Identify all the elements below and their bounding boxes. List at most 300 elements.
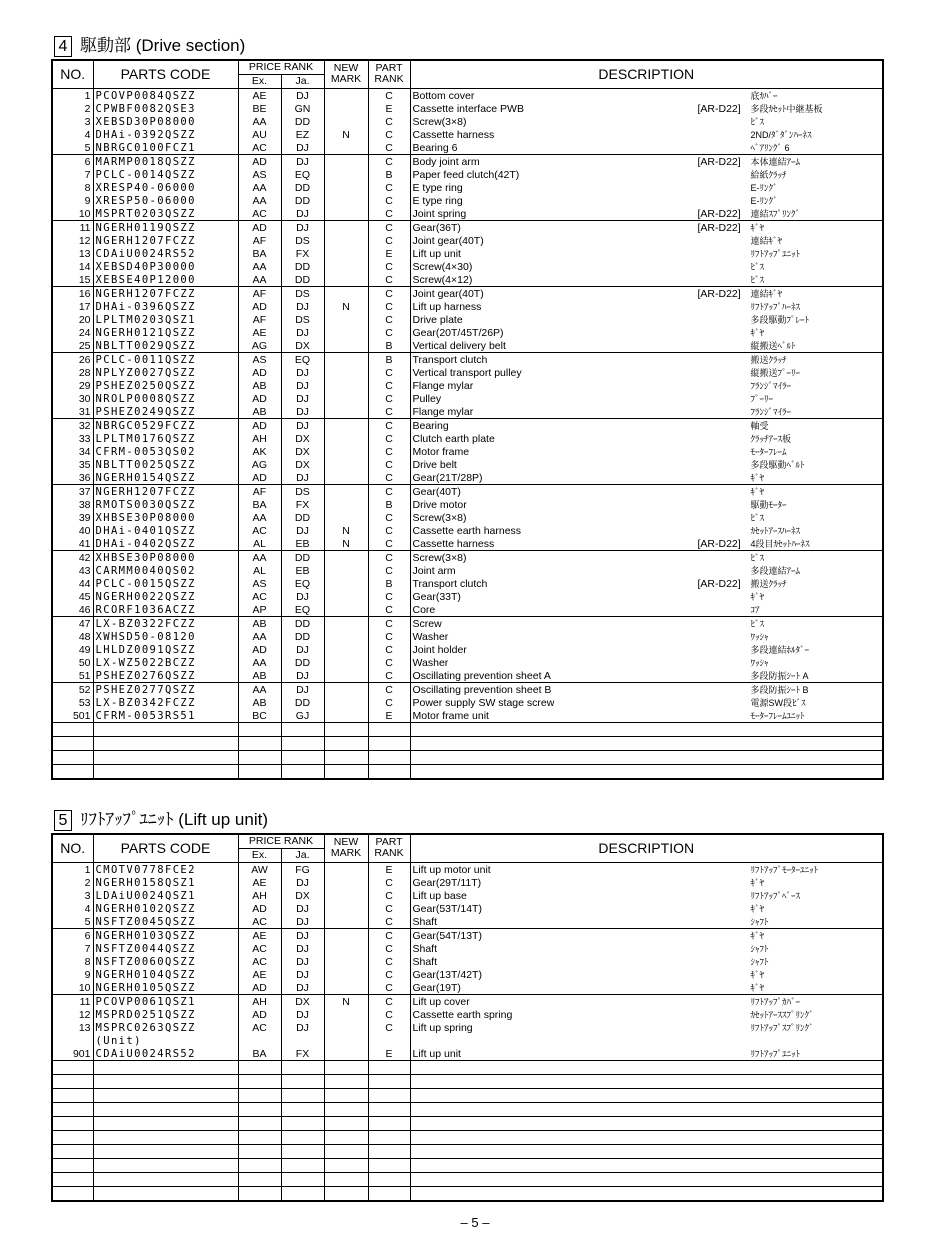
description-japanese: 底ｶﾊﾞｰ (750, 90, 778, 101)
blank-cell (281, 1130, 324, 1144)
description-english: Core (412, 603, 436, 616)
new-mark (324, 141, 368, 155)
new-mark (324, 1008, 368, 1021)
table-row (52, 669, 883, 683)
new-mark (324, 445, 368, 458)
description-english: Washer (412, 656, 449, 669)
price-rank-ex: AA (238, 682, 281, 696)
row-number: 29 (52, 379, 93, 392)
parts-code: XHBSE30P08000 (93, 550, 238, 564)
blank-cell (52, 1088, 93, 1102)
parts-code: NSFTZ0060QSZZ (93, 955, 238, 968)
description (410, 154, 883, 168)
new-mark (324, 889, 368, 902)
parts-code: CDAiU0024RS52 (93, 247, 238, 260)
table-row (52, 88, 883, 102)
description (410, 709, 883, 723)
table-row (52, 656, 883, 669)
description-english: Shaft (412, 915, 438, 928)
parts-code: NGERH0022QSZZ (93, 590, 238, 603)
new-mark (324, 942, 368, 955)
price-rank-ja: DJ (281, 392, 324, 405)
table-row (52, 445, 883, 458)
price-rank-ex: AA (238, 550, 281, 564)
part-rank: C (368, 590, 410, 603)
price-rank-ex: AL (238, 564, 281, 577)
blank-cell (281, 1060, 324, 1074)
parts-code: DHAi-0402QSZZ (93, 537, 238, 551)
part-rank: C (368, 471, 410, 485)
table-row (52, 915, 883, 929)
description (410, 207, 883, 221)
section-5-title (54, 810, 268, 831)
price-rank-ex: AC (238, 141, 281, 155)
row-number: 24 (52, 326, 93, 339)
new-mark (324, 88, 368, 102)
part-rank: C (368, 902, 410, 915)
parts-code: CFRM-0053QS02 (93, 445, 238, 458)
parts-code: NGERH0102QSZZ (93, 902, 238, 915)
lift-up-unit-rows (52, 862, 883, 1201)
blank-cell (93, 1074, 238, 1088)
blank-cell (281, 1074, 324, 1088)
table-row (52, 902, 883, 915)
parts-code: NGERH0105QSZZ (93, 981, 238, 995)
description (410, 181, 883, 194)
blank-cell (410, 750, 883, 764)
description-english: Joint gear(40T) (412, 234, 484, 247)
row-number: 3 (52, 115, 93, 128)
price-rank-ja: FX (281, 247, 324, 260)
blank-row (52, 1172, 883, 1186)
new-mark (324, 471, 368, 485)
table-row (52, 590, 883, 603)
description-english: Screw(4×30) (412, 260, 473, 273)
description-japanese: ﾘﾌﾄｱｯﾌﾟﾕﾆｯﾄ (750, 1048, 801, 1059)
parts-code: XHBSE30P08000 (93, 511, 238, 524)
price-rank-ex: AD (238, 902, 281, 915)
header-no: NO. (52, 60, 93, 88)
part-rank: B (368, 577, 410, 590)
blank-cell (52, 1172, 93, 1186)
price-rank-ex: BA (238, 247, 281, 260)
parts-code: NBRGC0529FCZZ (93, 418, 238, 432)
description-english: Drive plate (412, 313, 463, 326)
table-row (52, 862, 883, 876)
row-number: 35 (52, 458, 93, 471)
table-row (52, 564, 883, 577)
part-rank: C (368, 889, 410, 902)
header-ja: Ja. (281, 74, 324, 88)
description-english: Screw(3×8) (412, 511, 467, 524)
model-reference: [AR-D22] (697, 221, 741, 234)
price-rank-ex: AD (238, 471, 281, 485)
description (410, 942, 883, 955)
blank-row (52, 1102, 883, 1116)
price-rank-ja: DJ (281, 1008, 324, 1021)
parts-code: MSPRC0263QSZZ (93, 1021, 238, 1034)
row-number: 1 (52, 88, 93, 102)
part-rank: C (368, 928, 410, 942)
new-mark (324, 168, 368, 181)
price-rank-ex: AA (238, 115, 281, 128)
description (410, 194, 883, 207)
description-japanese: 連結ｽﾌﾟﾘﾝｸﾞ (750, 208, 801, 219)
blank-cell (238, 736, 281, 750)
price-rank-ja: EQ (281, 352, 324, 366)
price-rank-ex: AD (238, 154, 281, 168)
description (410, 968, 883, 981)
price-rank-ex (238, 1034, 281, 1047)
header-no: NO. (52, 834, 93, 862)
header-price-rank: PRICE RANK (238, 60, 324, 74)
part-rank: C (368, 550, 410, 564)
drive-section-parts-table (51, 59, 884, 780)
blank-cell (324, 1088, 368, 1102)
blank-cell (410, 1158, 883, 1172)
description-english: Cassette interface PWB (412, 102, 524, 115)
description-english: Paper feed clutch(42T) (412, 168, 520, 181)
section-5-number: 5 (54, 810, 72, 831)
parts-code: DHAi-0396QSZZ (93, 300, 238, 313)
blank-cell (93, 764, 238, 779)
price-rank-ja: DJ (281, 915, 324, 929)
parts-code: NROLP0008QSZZ (93, 392, 238, 405)
part-rank: C (368, 115, 410, 128)
parts-code: XWHSD50-08120 (93, 630, 238, 643)
blank-cell (324, 722, 368, 736)
part-rank: C (368, 392, 410, 405)
blank-cell (324, 1144, 368, 1158)
description-english: Joint spring (412, 207, 467, 220)
price-rank-ja: DD (281, 630, 324, 643)
row-number: 11 (52, 994, 93, 1008)
description (410, 550, 883, 564)
row-number: 45 (52, 590, 93, 603)
part-rank: C (368, 682, 410, 696)
part-rank: C (368, 220, 410, 234)
table-row (52, 194, 883, 207)
parts-code: PSHEZ0250QSZZ (93, 379, 238, 392)
table-row (52, 128, 883, 141)
table-row (52, 955, 883, 968)
description-japanese: 電源SW段ﾋﾞｽ (750, 697, 806, 708)
blank-cell (324, 1172, 368, 1186)
description (410, 339, 883, 353)
blank-cell (281, 1186, 324, 1201)
price-rank-ex: AC (238, 955, 281, 968)
price-rank-ja: DJ (281, 524, 324, 537)
blank-cell (238, 1130, 281, 1144)
blank-cell (410, 1144, 883, 1158)
blank-row (52, 1074, 883, 1088)
description (410, 656, 883, 669)
price-rank-ja: DD (281, 115, 324, 128)
blank-cell (281, 1172, 324, 1186)
row-number: 7 (52, 168, 93, 181)
part-rank: E (368, 102, 410, 115)
description-english: Vertical transport pulley (412, 366, 522, 379)
price-rank-ex: BE (238, 102, 281, 115)
description-japanese: 4段目ｶｾｯﾄﾊｰﾈｽ (750, 538, 810, 549)
price-rank-ex: AE (238, 88, 281, 102)
row-number: 52 (52, 682, 93, 696)
blank-cell (238, 1116, 281, 1130)
new-mark (324, 669, 368, 683)
header-ex: Ex. (238, 74, 281, 88)
new-mark (324, 273, 368, 287)
price-rank-ja: GJ (281, 709, 324, 723)
blank-cell (410, 1088, 883, 1102)
row-number: 28 (52, 366, 93, 379)
row-number: 15 (52, 273, 93, 287)
row-number: 42 (52, 550, 93, 564)
table-row (52, 471, 883, 485)
description (410, 524, 883, 537)
description-english: Pulley (412, 392, 442, 405)
price-rank-ja: DJ (281, 876, 324, 889)
blank-cell (410, 1074, 883, 1088)
parts-code: XEBSE40P12000 (93, 273, 238, 287)
blank-cell (368, 1116, 410, 1130)
description-japanese: ﾋﾞｽ (750, 512, 765, 523)
parts-code: MSPRT0203QSZZ (93, 207, 238, 221)
parts-code: LX-BZ0342FCZZ (93, 696, 238, 709)
row-number: 14 (52, 260, 93, 273)
price-rank-ex: AS (238, 352, 281, 366)
new-mark (324, 260, 368, 273)
new-mark (324, 102, 368, 115)
description (410, 432, 883, 445)
blank-cell (238, 764, 281, 779)
price-rank-ex: AD (238, 366, 281, 379)
description-japanese: 本体連結ｱｰﾑ (750, 156, 801, 167)
price-rank-ex: AA (238, 273, 281, 287)
blank-cell (93, 1102, 238, 1116)
description-english: Gear(29T/11T) (412, 876, 482, 889)
section-4-heading: 駆動部 (Drive section) (80, 36, 246, 55)
blank-row (52, 764, 883, 779)
description-english: Joint holder (412, 643, 467, 656)
new-mark (324, 379, 368, 392)
description (410, 955, 883, 968)
description (410, 564, 883, 577)
new-mark (324, 862, 368, 876)
description-japanese: ﾋﾞｽ (750, 261, 765, 272)
description (410, 928, 883, 942)
price-rank-ja: DX (281, 432, 324, 445)
description (410, 862, 883, 876)
price-rank-ja: EB (281, 537, 324, 551)
table-row (52, 366, 883, 379)
table-row (52, 168, 883, 181)
parts-code: NGERH0121QSZZ (93, 326, 238, 339)
blank-cell (52, 1144, 93, 1158)
description (410, 630, 883, 643)
part-rank: C (368, 915, 410, 929)
blank-cell (368, 1130, 410, 1144)
row-number: 9 (52, 968, 93, 981)
description (410, 1034, 883, 1047)
description (410, 577, 883, 590)
table-row (52, 630, 883, 643)
blank-cell (52, 1158, 93, 1172)
description-english: Cassette earth spring (412, 1008, 513, 1021)
part-rank: C (368, 260, 410, 273)
price-rank-ex: AH (238, 889, 281, 902)
part-rank: C (368, 630, 410, 643)
description-english: Bearing (412, 419, 449, 432)
part-rank: C (368, 405, 410, 419)
new-mark (324, 577, 368, 590)
price-rank-ex: AE (238, 928, 281, 942)
new-mark: N (324, 300, 368, 313)
table-row (52, 994, 883, 1008)
description-japanese: ｷﾞﾔ (750, 472, 765, 483)
table-row (52, 115, 883, 128)
new-mark (324, 339, 368, 353)
description-english: Cassette earth harness (412, 524, 522, 537)
part-rank: C (368, 286, 410, 300)
description-english: Gear(36T) (412, 221, 461, 234)
description-japanese: ﾌﾗﾝｼﾞﾏｲﾗｰ (750, 406, 792, 417)
price-rank-ja: DD (281, 260, 324, 273)
price-rank-ja: EQ (281, 168, 324, 181)
part-rank: C (368, 603, 410, 617)
part-rank: C (368, 181, 410, 194)
description-japanese: ｼｬﾌﾄ (750, 943, 769, 954)
row-number: 49 (52, 643, 93, 656)
table-row (52, 643, 883, 656)
parts-code: NPLYZ0027QSZZ (93, 366, 238, 379)
new-mark (324, 616, 368, 630)
part-rank: C (368, 669, 410, 683)
description-english: Screw(4×12) (412, 273, 473, 286)
blank-cell (410, 1172, 883, 1186)
blank-cell (410, 1186, 883, 1201)
part-rank: C (368, 656, 410, 669)
table-row (52, 709, 883, 723)
parts-code: NGERH1207FCZZ (93, 484, 238, 498)
description (410, 352, 883, 366)
table-row (52, 234, 883, 247)
row-number: 7 (52, 942, 93, 955)
table-row (52, 682, 883, 696)
parts-code: LX-BZ0322FCZZ (93, 616, 238, 630)
price-rank-ex: AA (238, 630, 281, 643)
row-number: 50 (52, 656, 93, 669)
blank-cell (368, 1060, 410, 1074)
price-rank-ex: AH (238, 432, 281, 445)
row-number: 38 (52, 498, 93, 511)
price-rank-ja: DJ (281, 141, 324, 155)
description-japanese: ﾍﾞｱﾘﾝｸﾞ 6 (750, 142, 790, 153)
row-number: 6 (52, 928, 93, 942)
row-number: 1 (52, 862, 93, 876)
description (410, 366, 883, 379)
row-number: 5 (52, 141, 93, 155)
description-japanese: ﾘﾌﾄｱｯﾌﾟﾕﾆｯﾄ (750, 248, 801, 259)
price-rank-ex: AC (238, 207, 281, 221)
model-reference: [AR-D22] (697, 577, 741, 590)
price-rank-ja: DJ (281, 942, 324, 955)
parts-code: CPWBF0082QSE3 (93, 102, 238, 115)
description-english: Gear(40T) (412, 485, 461, 498)
price-rank-ja: DJ (281, 981, 324, 995)
price-rank-ja: DS (281, 286, 324, 300)
description (410, 537, 883, 551)
row-number: 10 (52, 207, 93, 221)
blank-cell (324, 1116, 368, 1130)
description-english: Bottom cover (412, 89, 475, 102)
part-rank: C (368, 524, 410, 537)
table-row (52, 616, 883, 630)
description-japanese: 縦搬送ﾍﾞﾙﾄ (750, 340, 796, 351)
description-english: Lift up harness (412, 300, 482, 313)
part-rank: C (368, 445, 410, 458)
parts-code: PSHEZ0249QSZZ (93, 405, 238, 419)
new-mark (324, 511, 368, 524)
new-mark: N (324, 994, 368, 1008)
description-japanese: 搬送ｸﾗｯﾁ (750, 578, 787, 589)
section-4-number: 4 (54, 36, 72, 57)
parts-code: LX-WZ5022BCZZ (93, 656, 238, 669)
row-number: 44 (52, 577, 93, 590)
price-rank-ex: AB (238, 379, 281, 392)
model-reference: [AR-D22] (697, 155, 741, 168)
blank-cell (368, 1074, 410, 1088)
model-reference: [AR-D22] (697, 287, 741, 300)
price-rank-ja: EQ (281, 577, 324, 590)
price-rank-ja: DJ (281, 682, 324, 696)
part-rank: C (368, 194, 410, 207)
parts-code: CFRM-0053RS51 (93, 709, 238, 723)
table-row (52, 273, 883, 287)
part-rank: E (368, 247, 410, 260)
description-english: Oscillating prevention sheet A (412, 669, 551, 682)
new-mark (324, 590, 368, 603)
blank-cell (324, 1060, 368, 1074)
blank-cell (410, 1116, 883, 1130)
blank-cell (368, 736, 410, 750)
new-mark (324, 643, 368, 656)
row-number: 36 (52, 471, 93, 485)
new-mark (324, 207, 368, 221)
row-number: 51 (52, 669, 93, 683)
description (410, 915, 883, 929)
table-row (52, 392, 883, 405)
part-rank: C (368, 207, 410, 221)
part-rank: C (368, 968, 410, 981)
price-rank-ja: DJ (281, 220, 324, 234)
price-rank-ja: DJ (281, 928, 324, 942)
price-rank-ex: AH (238, 994, 281, 1008)
new-mark (324, 656, 368, 669)
row-number: 5 (52, 915, 93, 929)
parts-code: RCORF1036ACZZ (93, 603, 238, 617)
blank-cell (281, 764, 324, 779)
price-rank-ja: DJ (281, 902, 324, 915)
price-rank-ex: AB (238, 696, 281, 709)
blank-cell (324, 1074, 368, 1088)
new-mark (324, 630, 368, 643)
table-row (52, 550, 883, 564)
blank-cell (368, 1186, 410, 1201)
description-japanese: ﾋﾞｽ (750, 116, 765, 127)
price-rank-ja: DJ (281, 1021, 324, 1034)
table-row (52, 326, 883, 339)
header-part-rank: PART RANK (368, 834, 410, 862)
